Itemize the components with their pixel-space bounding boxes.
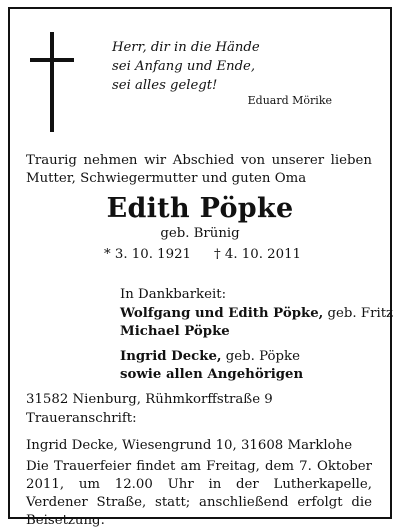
mourner-line: Michael Pöpke xyxy=(120,324,230,339)
death-date: † 4. 10. 2011 xyxy=(214,247,302,262)
mourner-line: sowie allen Angehörigen xyxy=(120,367,304,382)
deceased-name: Edith Pöpke xyxy=(106,193,294,224)
announcement-line-2: Mutter, Schwiegermutter und guten Oma xyxy=(26,171,307,186)
mourning-address: Ingrid Decke, Wiesengrund 10, 31608 Marklohe xyxy=(26,438,353,453)
announcement-line-1: Traurig nehmen wir Abschied von unserer lieben xyxy=(26,153,372,168)
poem-line: sei Anfang und Ende, xyxy=(112,59,256,74)
mourners-heading: In Dankbarkeit: xyxy=(120,287,227,302)
home-address: 31582 Nienburg, Rühmkorffstraße 9 xyxy=(26,392,273,407)
announcement-text xyxy=(26,152,372,188)
address-block xyxy=(26,390,352,455)
poem-line: Herr, dir in die Hände xyxy=(112,40,260,55)
ceremony-text: Die Trauerfeier findet am Freitag, dem 7. Oktober 2011, um 12.00 Uhr in der Lutherkapelle, Verdener Straße, statt; anschließend erfolgt die Beisetzung. xyxy=(26,459,372,528)
mourner-line: Wolfgang und Edith Pöpke, geb. Fritz xyxy=(120,305,394,321)
mourning-address-label: Traueranschrift: xyxy=(26,411,137,426)
poem-line: sei alles gelegt! xyxy=(112,78,218,93)
birth-date: * 3. 10. 1921 xyxy=(104,247,192,262)
maiden-name: geb. Brünig xyxy=(160,226,240,241)
mourners-block xyxy=(120,286,393,385)
cross-icon xyxy=(30,32,74,132)
poem xyxy=(112,38,260,95)
life-dates xyxy=(104,247,304,262)
poem-author: Eduard Mörike xyxy=(247,94,332,107)
mourner-line: Ingrid Decke, geb. Pöpke xyxy=(120,348,300,364)
